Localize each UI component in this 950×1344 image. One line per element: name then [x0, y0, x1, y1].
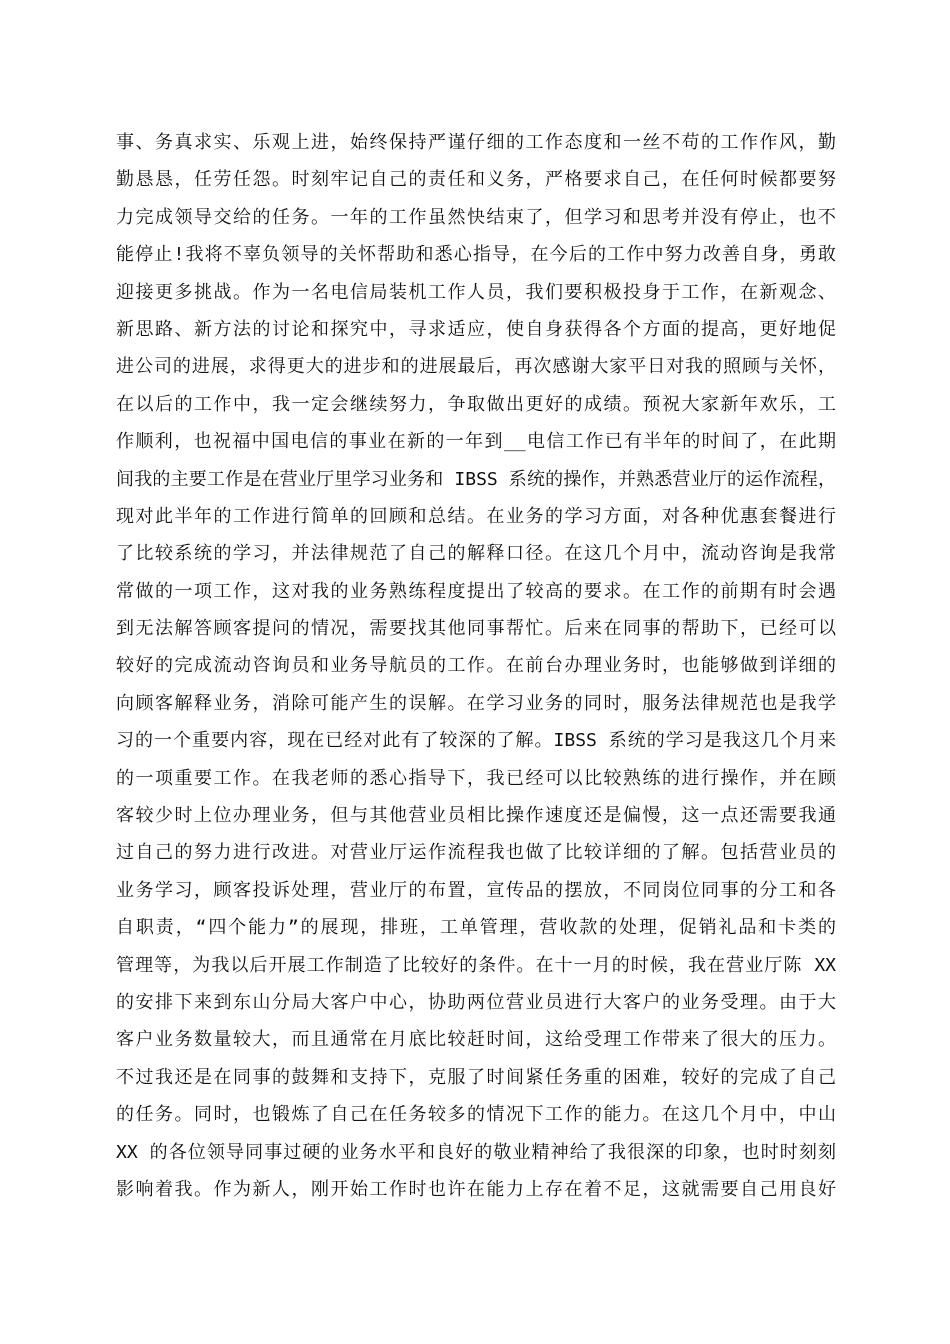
- text-line: 迎接更多挑战。作为一名电信局装机工作人员，我们要积极投身于工作，在新观念、: [116, 281, 836, 303]
- text-line: 了比较系统的学习，并法律规范了自己的解释口径。在这几个月中，流动咨询是我常: [116, 543, 836, 565]
- text-line: 现对此半年的工作进行简单的回顾和总结。在业务的学习方面，对各种优惠套餐进行: [116, 505, 836, 527]
- text-line: 常做的一项工作，这对我的业务熟练程度提出了较高的要求。在工作的前期有时会遇: [116, 580, 836, 602]
- text-line: 业务学习，顾客投诉处理，营业厅的布置，宣传品的摆放，不同岗位同事的分工和各: [116, 879, 836, 901]
- text-line: 影响着我。作为新人，刚开始工作时也许在能力上存在着不足，这就需要自己用良好: [116, 1178, 836, 1200]
- text-line: 客较少时上位办理业务，但与其他营业员相比操作速度还是偏慢，这一点还需要我通: [116, 805, 836, 827]
- text-line: XX 的各位领导同事过硬的业务水平和良好的敬业精神给了我很深的印象，也时时刻刻: [116, 1141, 836, 1163]
- text-line: 习的一个重要内容，现在已经对此有了较深的了解。IBSS 系统的学习是我这几个月来: [116, 730, 836, 752]
- text-line: 进公司的进展，求得更大的进步和的进展最后，再次感谢大家平日对我的照顾与关怀，: [116, 356, 836, 378]
- text-line: 新思路、新方法的讨论和探究中，寻求适应，使自身获得各个方面的提高，更好地促: [116, 318, 836, 340]
- text-line: 间我的主要工作是在营业厅里学习业务和 IBSS 系统的操作，并熟悉营业厅的运作流程，: [116, 468, 836, 490]
- text-line: 到无法解答顾客提问的情况，需要找其他同事帮忙。后来在同事的帮助下，已经可以: [116, 618, 836, 640]
- text-line: 自职责，“四个能力”的展现，排班，工单管理，营收款的处理，促销礼品和卡类的: [116, 917, 836, 939]
- text-line: 的任务。同时，也锻炼了自己在任务较多的情况下工作的能力。在这几个月中，中山: [116, 1104, 836, 1126]
- text-line: 管理等，为我以后开展工作制造了比较好的条件。在十一月的时候，我在营业厅陈 XX: [116, 954, 836, 976]
- text-line: 客户业务数量较大，而且通常在月底比较赶时间，这给受理工作带来了很大的压力。: [116, 1029, 836, 1051]
- body-paragraph: [116, 124, 836, 1208]
- text-line: 向顾客解释业务，消除可能产生的误解。在学习业务的同时，服务法律规范也是我学: [116, 692, 836, 714]
- text-line: 较好的完成流动咨询员和业务导航员的工作。在前台办理业务时，也能够做到详细的: [116, 655, 836, 677]
- text-line: 事、务真求实、乐观上进，始终保持严谨仔细的工作态度和一丝不苟的工作作风，勤: [116, 132, 836, 153]
- text-line: 作顺利，也祝福中国电信的事业在新的一年到__电信工作已有半年的时间了，在此期: [116, 431, 836, 453]
- text-line: 的安排下来到东山分局大客户中心，协助两位营业员进行大客户的业务受理。由于大: [116, 991, 836, 1013]
- text-line: 不过我还是在同事的鼓舞和支持下，克服了时间紧任务重的困难，较好的完成了自己: [116, 1066, 836, 1088]
- text-line: 的一项重要工作。在我老师的悉心指导下，我已经可以比较熟练的进行操作，并在顾: [116, 767, 836, 789]
- text-line: 力完成领导交给的任务。一年的工作虽然快结束了，但学习和思考并没有停止，也不: [116, 206, 836, 228]
- text-line: 过自己的努力进行改进。对营业厅运作流程我也做了比较详细的了解。包括营业员的: [116, 842, 836, 864]
- text-line: 能停止!我将不辜负领导的关怀帮助和悉心指导，在今后的工作中努力改善自身，勇敢: [116, 244, 836, 266]
- text-line: 在以后的工作中，我一定会继续努力，争取做出更好的成绩。预祝大家新年欢乐，工: [116, 393, 836, 415]
- text-line: 勤恳恳，任劳任怨。时刻牢记自己的责任和义务，严格要求自己，在任何时候都要努: [116, 169, 836, 191]
